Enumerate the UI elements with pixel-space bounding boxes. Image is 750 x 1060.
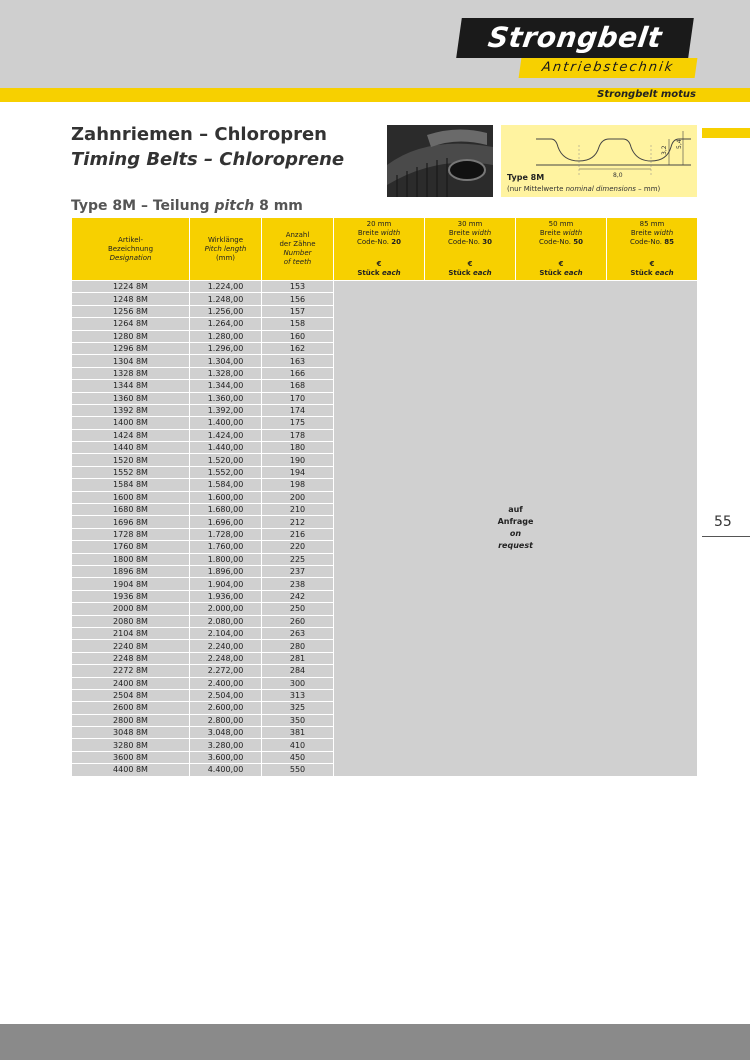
- length-cell: 2.600,00: [190, 702, 262, 714]
- brand-strip-text: Strongbelt motus: [597, 89, 696, 100]
- code-number: 30: [482, 238, 493, 246]
- length-cell: 4.400,00: [190, 764, 262, 776]
- designation-cell: 1424 8M: [72, 429, 190, 441]
- page-title-de: Zahnriemen – Chloropren: [71, 124, 327, 145]
- teeth-cell: 550: [262, 764, 334, 776]
- designation-cell: 2800 8M: [72, 714, 190, 726]
- col-width-30: [425, 218, 516, 281]
- dim-height-2: 5,4: [676, 139, 683, 149]
- teeth-cell: 381: [262, 727, 334, 739]
- length-cell: 1.360,00: [190, 392, 262, 404]
- designation-cell: 1304 8M: [72, 355, 190, 367]
- designation-cell: 4400 8M: [72, 764, 190, 776]
- teeth-cell: 175: [262, 417, 334, 429]
- length-cell: 2.504,00: [190, 689, 262, 701]
- request-en2: request: [498, 541, 533, 551]
- col-width-20: [334, 218, 425, 281]
- dim-pitch: 8,0: [613, 172, 623, 179]
- width-mm: 50 mm: [548, 220, 574, 228]
- col-width-50: [516, 218, 607, 281]
- teeth-cell: 313: [262, 689, 334, 701]
- designation-cell: 3600 8M: [72, 751, 190, 763]
- designation-cell: 1896 8M: [72, 565, 190, 577]
- designation-cell: 2600 8M: [72, 702, 190, 714]
- each-de: Stück: [357, 269, 382, 277]
- currency: €: [376, 260, 382, 268]
- page-number-rule: [702, 536, 750, 537]
- designation-de: Artikel-: [118, 235, 143, 244]
- teeth-cell: 180: [262, 442, 334, 454]
- designation-cell: 1224 8M: [72, 281, 190, 293]
- designation-cell: 1400 8M: [72, 417, 190, 429]
- teeth-cell: 281: [262, 652, 334, 664]
- width-label: width: [562, 229, 583, 237]
- teeth-cell: 325: [262, 702, 334, 714]
- teeth-en2: of teeth: [283, 258, 312, 266]
- width-breite: Breite: [357, 229, 381, 237]
- length-cell: 1.248,00: [190, 293, 262, 305]
- teeth-cell: 166: [262, 367, 334, 379]
- designation-cell: 2400 8M: [72, 677, 190, 689]
- teeth-cell: 200: [262, 491, 334, 503]
- designation-cell: 2240 8M: [72, 640, 190, 652]
- length-cell: 1.328,00: [190, 367, 262, 379]
- designation-cell: 2080 8M: [72, 615, 190, 627]
- length-cell: 2.248,00: [190, 652, 262, 664]
- section-subtitle: [71, 198, 303, 214]
- table-row: [72, 281, 698, 293]
- footer-bar: [0, 1024, 750, 1060]
- designation-cell: 1520 8M: [72, 454, 190, 466]
- designation-cell: 1328 8M: [72, 367, 190, 379]
- code-label: Code-No.: [538, 238, 574, 246]
- teeth-cell: 284: [262, 665, 334, 677]
- teeth-cell: 156: [262, 293, 334, 305]
- teeth-cell: 170: [262, 392, 334, 404]
- teeth-cell: 153: [262, 281, 334, 293]
- teeth-cell: 250: [262, 603, 334, 615]
- designation-cell: 1248 8M: [72, 293, 190, 305]
- width-label: width: [653, 229, 674, 237]
- teeth-cell: 212: [262, 516, 334, 528]
- teeth-cell: 163: [262, 355, 334, 367]
- each-de: Stück: [448, 269, 473, 277]
- designation-cell: 1728 8M: [72, 528, 190, 540]
- each-en: each: [382, 269, 401, 277]
- page-number: 55: [714, 514, 732, 530]
- length-cell: 2.400,00: [190, 677, 262, 689]
- teeth-cell: 450: [262, 751, 334, 763]
- teeth-cell: 300: [262, 677, 334, 689]
- diagram-note-suffix: – mm): [635, 185, 661, 193]
- length-cell: 1.392,00: [190, 404, 262, 416]
- length-cell: 1.896,00: [190, 565, 262, 577]
- diagram-note-italic: nominal dimensions: [565, 185, 636, 193]
- subtitle-italic: pitch: [214, 198, 255, 214]
- designation-cell: 2248 8M: [72, 652, 190, 664]
- width-label: width: [380, 229, 401, 237]
- length-cell: 1.280,00: [190, 330, 262, 342]
- teeth-cell: 350: [262, 714, 334, 726]
- width-breite: Breite: [539, 229, 563, 237]
- teeth-cell: 174: [262, 404, 334, 416]
- diagram-type-label: Type 8M: [507, 173, 545, 182]
- each-en: each: [655, 269, 674, 277]
- designation-cell: 1584 8M: [72, 479, 190, 491]
- teeth-cell: 410: [262, 739, 334, 751]
- teeth-cell: 178: [262, 429, 334, 441]
- designation-cell: 2504 8M: [72, 689, 190, 701]
- currency: €: [467, 260, 473, 268]
- length-cell: 2.000,00: [190, 603, 262, 615]
- length-cell: 1.264,00: [190, 318, 262, 330]
- teeth-de2: der Zähne: [279, 240, 316, 248]
- length-cell: 1.440,00: [190, 442, 262, 454]
- teeth-cell: 220: [262, 541, 334, 553]
- page-title-en: Timing Belts – Chloroprene: [71, 149, 345, 170]
- length-cell: 1.296,00: [190, 342, 262, 354]
- teeth-cell: 280: [262, 640, 334, 652]
- teeth-cell: 190: [262, 454, 334, 466]
- subtitle-prefix: Type 8M – Teilung: [71, 198, 215, 214]
- code-number: 20: [391, 238, 402, 246]
- length-cell: 1.400,00: [190, 417, 262, 429]
- length-cell: 1.224,00: [190, 281, 262, 293]
- request-de1: auf: [508, 505, 523, 515]
- length-cell: 1.304,00: [190, 355, 262, 367]
- product-table: [71, 217, 698, 777]
- length-de: Wirklänge: [207, 235, 244, 244]
- table-body: [72, 281, 698, 777]
- length-cell: 1.728,00: [190, 528, 262, 540]
- designation-cell: 1344 8M: [72, 380, 190, 392]
- request-en1: on: [509, 529, 522, 539]
- code-label: Code-No.: [447, 238, 483, 246]
- diagram-note: [507, 185, 660, 193]
- teeth-cell: 242: [262, 590, 334, 602]
- designation-cell: 1264 8M: [72, 318, 190, 330]
- teeth-cell: 162: [262, 342, 334, 354]
- diagram-note-prefix: (nur Mittelwerte: [507, 185, 566, 193]
- width-mm: 85 mm: [639, 220, 665, 228]
- designation-cell: 3280 8M: [72, 739, 190, 751]
- length-cell: 3.600,00: [190, 751, 262, 763]
- currency: €: [649, 260, 655, 268]
- request-de2: Anfrage: [497, 517, 534, 527]
- length-cell: 1.904,00: [190, 578, 262, 590]
- teeth-cell: 160: [262, 330, 334, 342]
- teeth-cell: 194: [262, 466, 334, 478]
- code-label: Code-No.: [629, 238, 665, 246]
- designation-cell: 2104 8M: [72, 627, 190, 639]
- table-header-row: [72, 218, 698, 281]
- designation-en: Designation: [109, 253, 152, 262]
- length-cell: 3.280,00: [190, 739, 262, 751]
- belt-photo: [387, 125, 493, 197]
- length-cell: 1.696,00: [190, 516, 262, 528]
- on-request-cell: [334, 281, 698, 777]
- teeth-en: Number: [283, 249, 312, 257]
- designation-cell: 1760 8M: [72, 541, 190, 553]
- length-cell: 2.800,00: [190, 714, 262, 726]
- teeth-cell: 157: [262, 305, 334, 317]
- length-cell: 1.760,00: [190, 541, 262, 553]
- teeth-cell: 158: [262, 318, 334, 330]
- brand-tagline: Antriebstechnik: [519, 58, 698, 78]
- side-tab-marker: [702, 128, 750, 138]
- code-number: 85: [664, 238, 675, 246]
- teeth-cell: 260: [262, 615, 334, 627]
- designation-cell: 1280 8M: [72, 330, 190, 342]
- designation-cell: 1392 8M: [72, 404, 190, 416]
- designation-cell: 1552 8M: [72, 466, 190, 478]
- length-cell: 1.520,00: [190, 454, 262, 466]
- length-cell: 2.080,00: [190, 615, 262, 627]
- designation-cell: 1296 8M: [72, 342, 190, 354]
- teeth-cell: 210: [262, 504, 334, 516]
- length-unit: (mm): [215, 253, 236, 262]
- each-de: Stück: [630, 269, 655, 277]
- width-mm: 20 mm: [366, 220, 392, 228]
- designation-cell: 2000 8M: [72, 603, 190, 615]
- designation-cell: 1360 8M: [72, 392, 190, 404]
- length-cell: 1.680,00: [190, 504, 262, 516]
- each-de: Stück: [539, 269, 564, 277]
- teeth-cell: 237: [262, 565, 334, 577]
- width-mm: 30 mm: [457, 220, 483, 228]
- designation-cell: 2272 8M: [72, 665, 190, 677]
- subtitle-suffix: 8 mm: [254, 198, 303, 214]
- teeth-cell: 198: [262, 479, 334, 491]
- designation-cell: 3048 8M: [72, 727, 190, 739]
- length-cell: 2.272,00: [190, 665, 262, 677]
- col-length: [190, 218, 262, 281]
- col-width-85: [607, 218, 698, 281]
- length-cell: 3.048,00: [190, 727, 262, 739]
- teeth-cell: 225: [262, 553, 334, 565]
- length-cell: 2.104,00: [190, 627, 262, 639]
- length-cell: 1.600,00: [190, 491, 262, 503]
- width-breite: Breite: [630, 229, 654, 237]
- designation-cell: 1256 8M: [72, 305, 190, 317]
- teeth-cell: 238: [262, 578, 334, 590]
- designation-cell: 1680 8M: [72, 504, 190, 516]
- length-cell: 1.256,00: [190, 305, 262, 317]
- each-en: each: [564, 269, 583, 277]
- teeth-de: Anzahl: [285, 231, 310, 239]
- code-label: Code-No.: [356, 238, 392, 246]
- teeth-cell: 168: [262, 380, 334, 392]
- dim-height-1: 3,2: [661, 145, 668, 155]
- width-breite: Breite: [448, 229, 472, 237]
- designation-cell: 1904 8M: [72, 578, 190, 590]
- width-label: width: [471, 229, 492, 237]
- designation-cell: 1800 8M: [72, 553, 190, 565]
- length-cell: 1.344,00: [190, 380, 262, 392]
- code-number: 50: [573, 238, 584, 246]
- teeth-cell: 263: [262, 627, 334, 639]
- length-cell: 1.800,00: [190, 553, 262, 565]
- length-cell: 1.936,00: [190, 590, 262, 602]
- designation-cell: 1936 8M: [72, 590, 190, 602]
- col-teeth: [262, 218, 334, 281]
- length-cell: 1.424,00: [190, 429, 262, 441]
- length-en: Pitch length: [204, 244, 247, 253]
- currency: €: [558, 260, 564, 268]
- col-designation: [72, 218, 190, 281]
- teeth-cell: 216: [262, 528, 334, 540]
- length-cell: 1.584,00: [190, 479, 262, 491]
- length-cell: 2.240,00: [190, 640, 262, 652]
- designation-de2: Bezeichnung: [107, 244, 154, 253]
- length-cell: 1.552,00: [190, 466, 262, 478]
- each-en: each: [473, 269, 492, 277]
- brand-logo: Strongbelt: [456, 18, 694, 58]
- designation-cell: 1696 8M: [72, 516, 190, 528]
- designation-cell: 1440 8M: [72, 442, 190, 454]
- designation-cell: 1600 8M: [72, 491, 190, 503]
